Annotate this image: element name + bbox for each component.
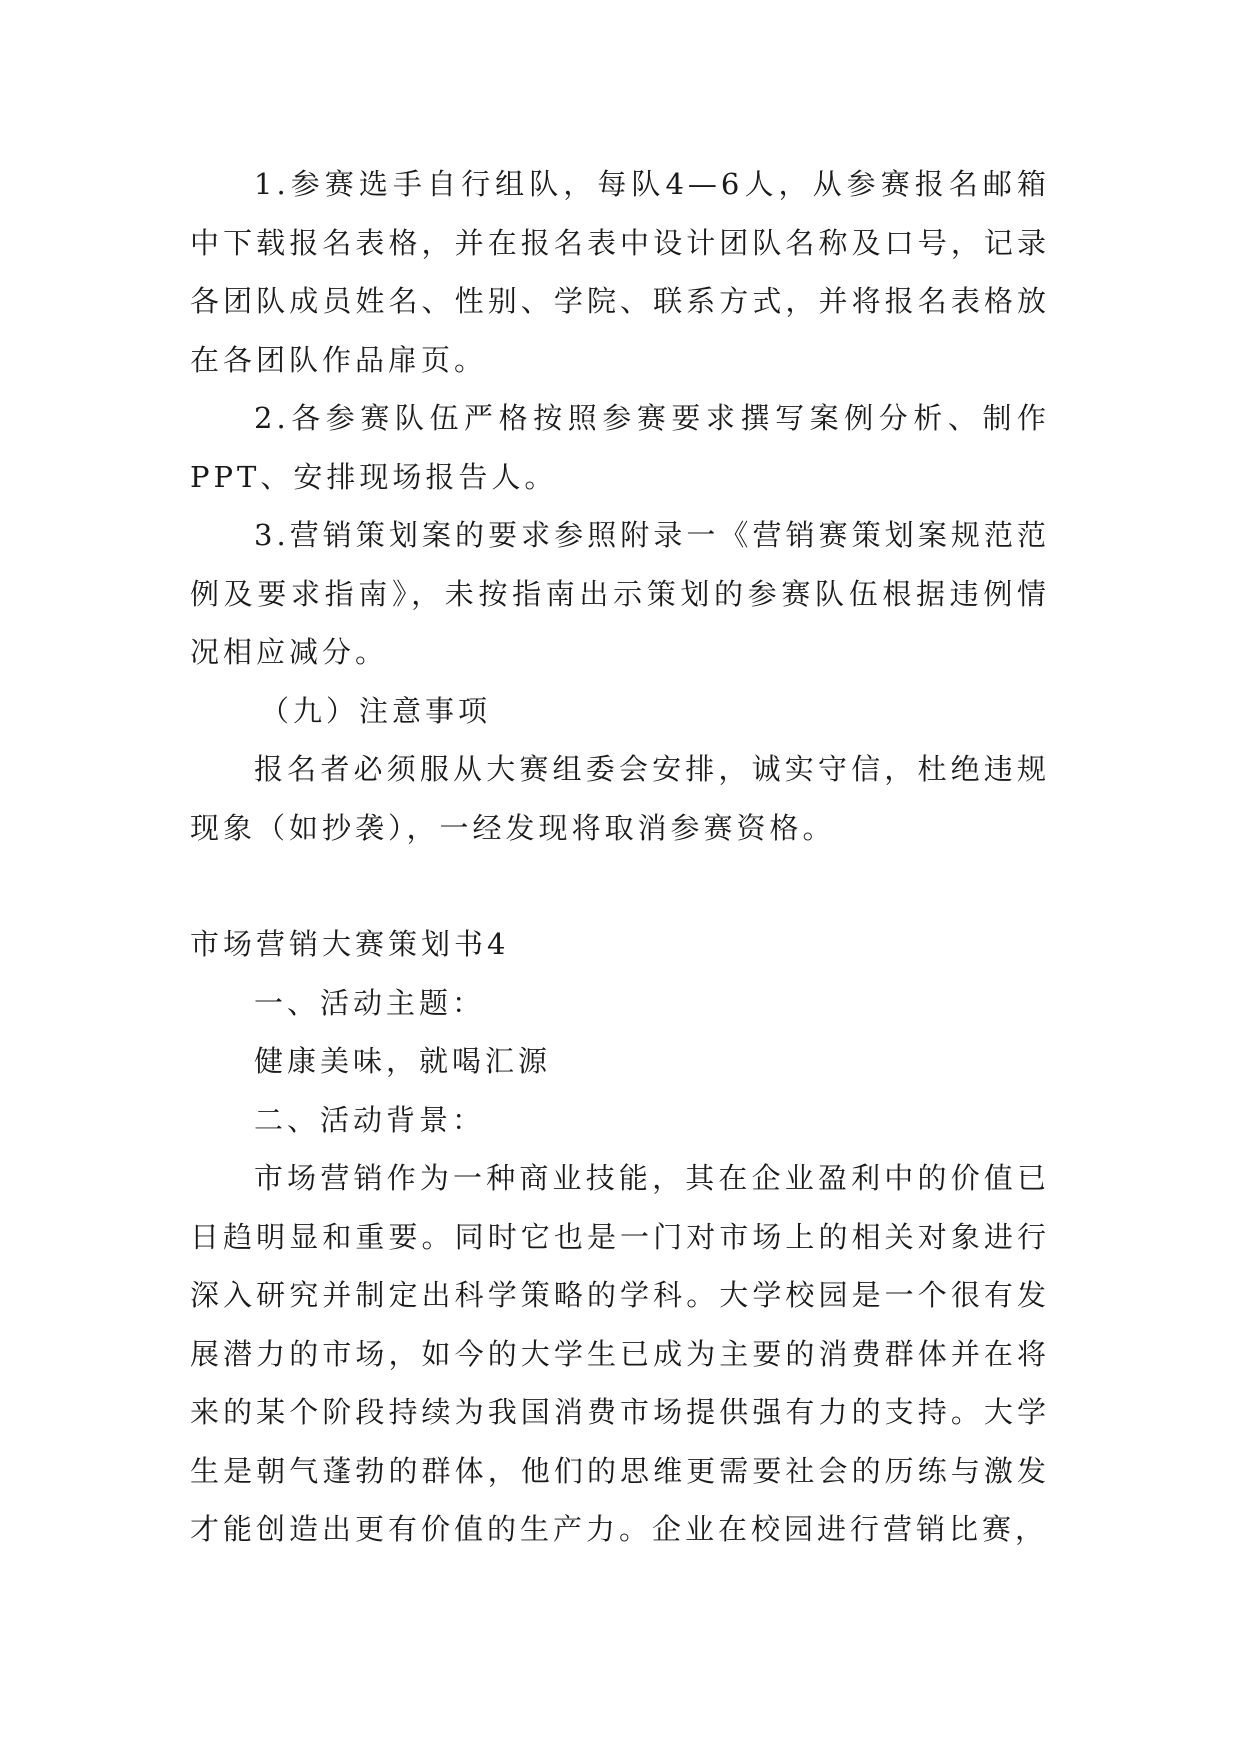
background-heading: 二、活动背景： [254,1102,486,1137]
rule-item-1: 1.参赛选手自行组队，每队4—6人，从参赛报名邮箱中下载报名表格，并在报名表中设计团队名称及口号，记录各团队成员姓名、性别、学院、联系方式，并将报名表格放在各团队作品扉页。 [190,167,1050,377]
notice-text: 报名者必须服从大赛组委会安排，诚实守信，杜绝违规现象（如抄袭），一经发现将取消参赛资格。 [190,752,1050,845]
theme-text: 健康美味，就喝汇源 [254,1044,552,1078]
section-title: 市场营销大赛策划书4 [190,927,510,961]
theme-heading: 一、活动主题： [254,985,486,1020]
notice-heading: （九）注意事项 [260,693,492,728]
document-page [190,155,1050,1559]
rule-item-2: 2.各参赛队伍严格按照参赛要求撰写案例分析、制作PPT、安排现场报告人。 [190,401,1050,494]
rule-item-3: 3.营销策划案的要求参照附录一《营销赛策划案规范范例及要求指南》，未按指南出示策划的参赛队伍根据违例情况相应减分。 [190,518,1050,669]
background-text: 市场营销作为一种商业技能，其在企业盈利中的价值已日趋明显和重要。同时它也是一门对市场上的相关对象进行深入研究并制定出科学策略的学科。大学校园是一个很有发展潜力的市场，如今的大学生已成为主要的消费群体并在将来的某个阶段持续为我国消费市场提供强有力的支持。大学生是朝气蓬勃的群体，他们的思维更需要社会的历练与激发才能创造出更有价值的生产力。企业在校园进行营销比赛， [190,1161,1050,1546]
section-gap [190,857,1050,915]
